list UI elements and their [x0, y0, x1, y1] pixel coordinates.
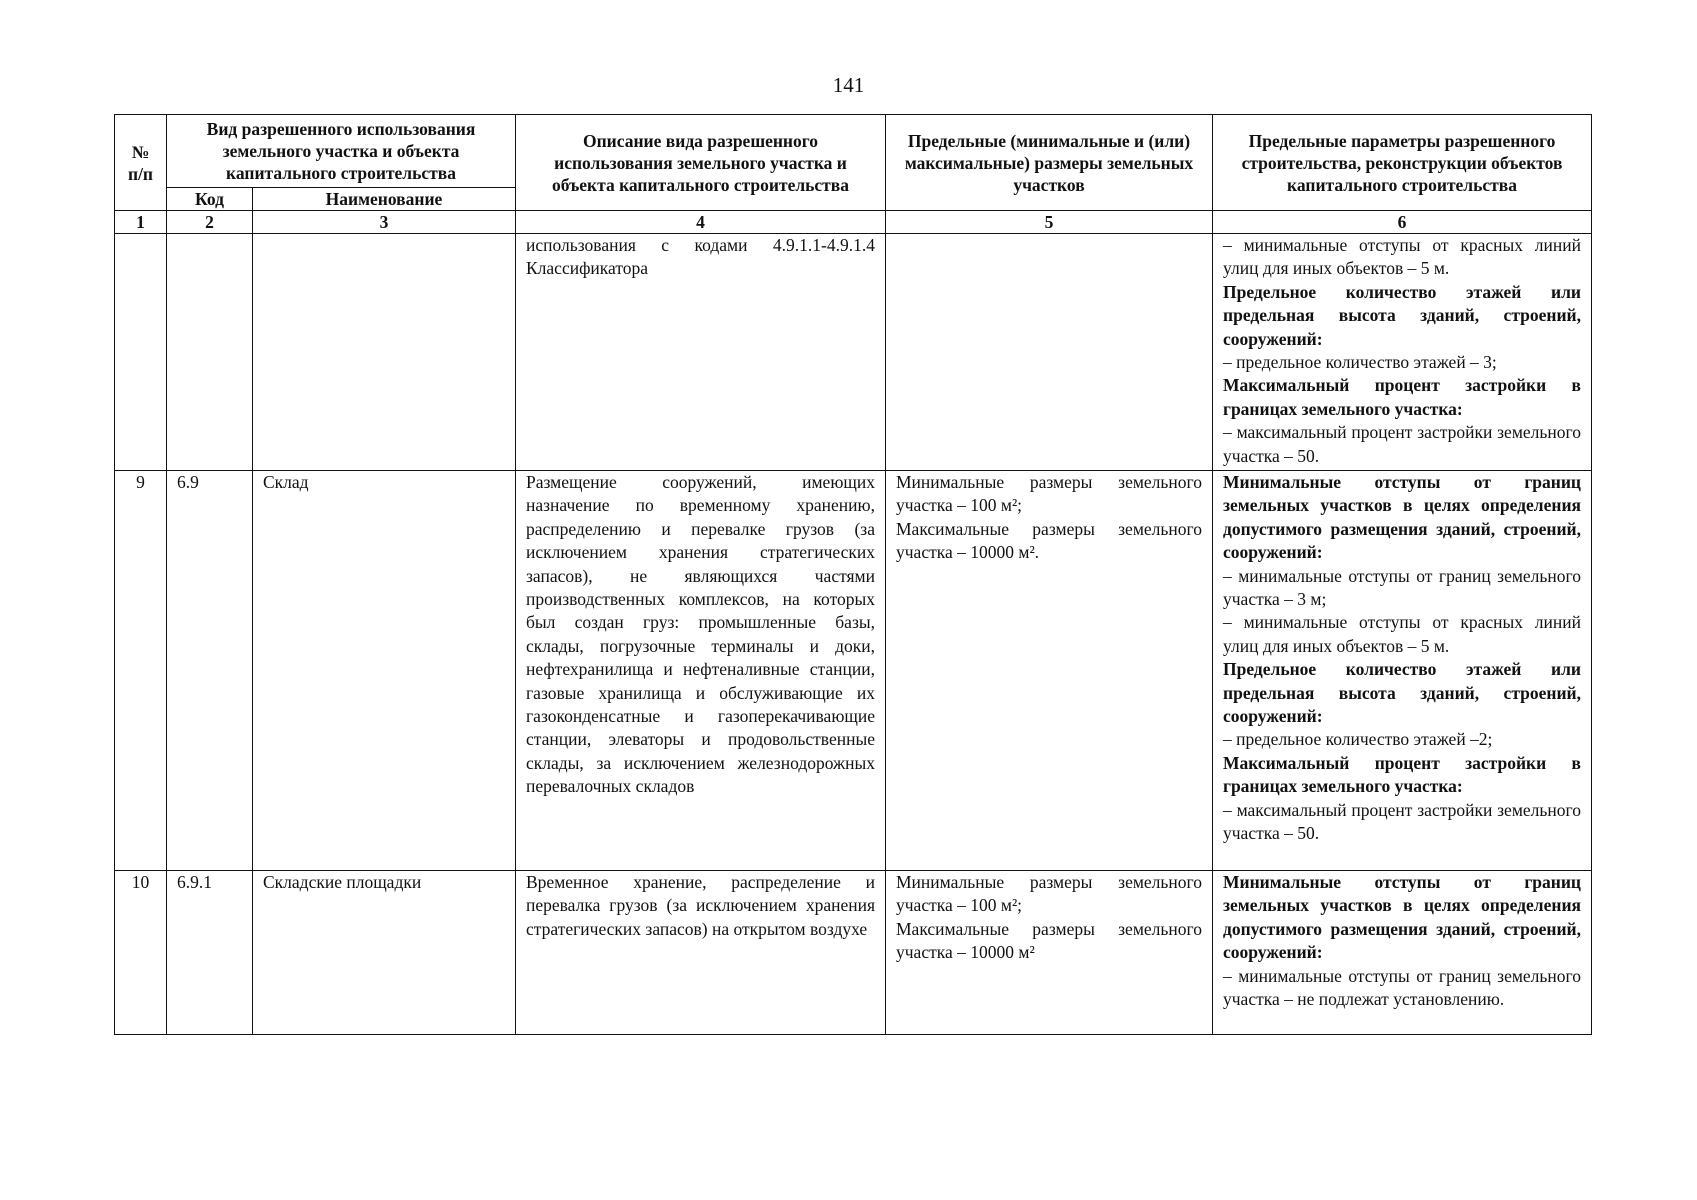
header-params: Предельные параметры разрешенного строительства, реконструкции объектов капитального строительства — [1213, 115, 1592, 211]
param-line: – минимальные отступы от красных линий улиц для иных объектов – 5 м. — [1223, 612, 1581, 656]
row-code: 6.9.1 — [167, 871, 253, 1035]
column-number: 6 — [1213, 211, 1592, 234]
table-row — [115, 234, 1592, 471]
param-line: – максимальный процент застройки земельного участка – 50. — [1223, 799, 1581, 844]
row-code — [167, 234, 253, 471]
param-heading: Предельное количество этажей или предельная высота зданий, строений, сооружений: — [1223, 281, 1581, 349]
param-heading: Максимальный процент застройки в границах земельного участка: — [1223, 752, 1581, 797]
land-use-table — [114, 114, 1592, 1035]
column-number: 2 — [167, 211, 253, 234]
param-heading: Минимальные отступы от границ земельных участков в целях определения допустимого размещения зданий, строений, сооружений: — [1223, 872, 1581, 963]
row-number: 9 — [115, 471, 167, 871]
row-params — [1213, 871, 1592, 1035]
row-name: Складские площадки — [253, 871, 516, 1035]
row-params — [1213, 471, 1592, 871]
row-number: 10 — [115, 871, 167, 1035]
table-row — [115, 471, 1592, 871]
param-line: – минимальные отступы от границ земельного участка – 3 м; — [1223, 565, 1581, 610]
header-code: Код — [167, 188, 253, 211]
row-sizes — [886, 471, 1213, 871]
column-number: 4 — [516, 211, 886, 234]
column-numbers-row — [115, 211, 1592, 234]
row-sizes — [886, 871, 1213, 1035]
row-description: Временное хранение, распределение и перевалка грузов (за исключением хранения стратегических запасов) на открытом воздухе — [516, 871, 886, 1035]
header-no: № п/п — [115, 115, 167, 211]
row-description: использования с кодами 4.9.1.1-4.9.1.4 Классификатора — [516, 234, 886, 471]
param-heading: Минимальные отступы от границ земельных участков в целях определения допустимого размещения зданий, строений, сооружений: — [1223, 472, 1581, 563]
param-heading: Предельное количество этажей или предельная высота зданий, строений, сооружений: — [1223, 659, 1581, 727]
header-description: Описание вида разрешенного использования земельного участка и объекта капитального строительства — [516, 115, 886, 211]
column-number: 1 — [115, 211, 167, 234]
row-number — [115, 234, 167, 471]
header-name: Наименование — [253, 188, 516, 211]
row-description: Размещение сооружений, имеющих назначение по временному хранению, распределению и перевалке грузов (за исключением хранения стратегических запасов), не являющихся частями производственных комплексов, на которых был создан груз: промышленные базы, склады, погрузочные терминалы и доки, нефтехранилища и нефтеналивные станции, газовые хранилища и обслуживающие их газоконденсатные и газоперекачивающие станции, элеваторы и продовольственные склады, за исключением железнодорожных перевалочных складов — [516, 471, 886, 871]
header-type-group: Вид разрешенного использования земельного участка и объекта капитального строительства — [167, 115, 516, 188]
table-row — [115, 871, 1592, 1035]
row-code: 6.9 — [167, 471, 253, 871]
size-line: Максимальные размеры земельного участка – 10000 м² — [896, 918, 1202, 963]
header-sizes: Предельные (минимальные и (или) максимальные) размеры земельных участков — [886, 115, 1213, 211]
param-line: – минимальные отступы от красных линий улиц для иных объектов – 5 м. — [1223, 235, 1581, 279]
page-number: 141 — [832, 73, 865, 97]
param-line: – максимальный процент застройки земельного участка – 50. — [1223, 422, 1581, 466]
column-number: 5 — [886, 211, 1213, 234]
column-number: 3 — [253, 211, 516, 234]
size-line: Минимальные размеры земельного участка – 100 м²; — [896, 872, 1202, 916]
row-name: Склад — [253, 471, 516, 871]
param-heading: Максимальный процент застройки в границах земельного участка: — [1223, 375, 1581, 419]
param-line: – предельное количество этажей – 3; — [1223, 352, 1497, 373]
size-line: Максимальные размеры земельного участка – 10000 м². — [896, 518, 1202, 563]
row-sizes — [886, 234, 1213, 471]
param-line: – предельное количество этажей –2; — [1223, 729, 1493, 750]
row-name — [253, 234, 516, 471]
param-line: – минимальные отступы от границ земельного участка – не подлежат установлению. — [1223, 965, 1581, 1010]
row-params — [1213, 234, 1592, 471]
size-line: Минимальные размеры земельного участка – 100 м²; — [896, 472, 1202, 516]
